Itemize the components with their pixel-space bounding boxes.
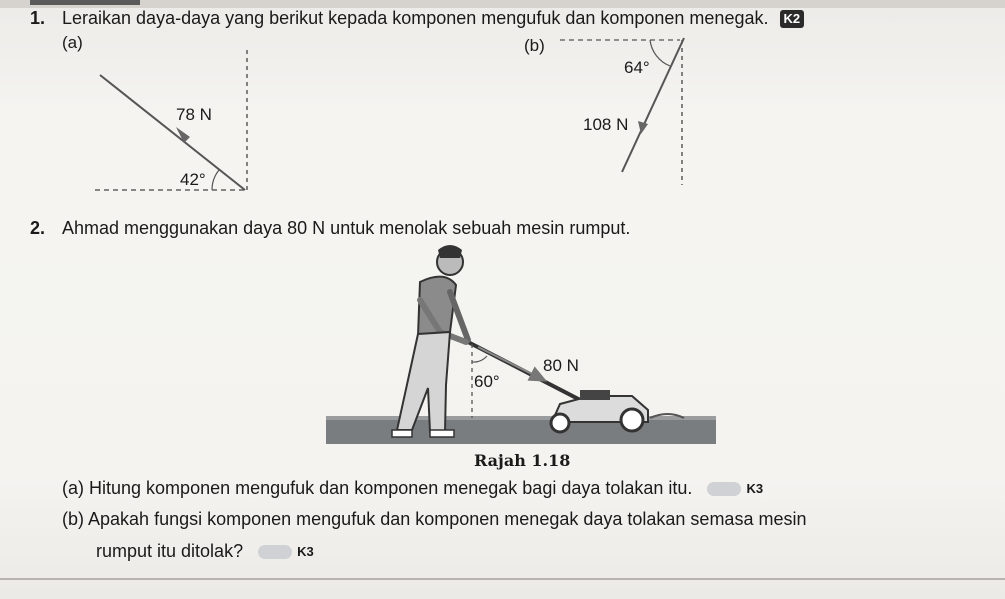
figure-caption: Rajah 1.18 — [474, 451, 571, 470]
q2a-label: (a) — [62, 478, 84, 498]
mower-wheel-rear — [551, 414, 569, 432]
q2a — [62, 477, 763, 500]
q2b-line2 — [96, 540, 314, 563]
q2-angle-label: 60° — [474, 372, 500, 391]
q1b-force-label: 108 N — [583, 115, 629, 134]
question-2-number: 2. — [30, 218, 46, 238]
k3-badge: K3 — [297, 544, 314, 560]
q2b-label: (b) — [62, 509, 84, 529]
question-2-text: Ahmad menggunakan daya 80 N untuk menolak sebuah mesin rumput. — [62, 218, 631, 238]
question-1-number: 1. — [30, 8, 46, 28]
q2b — [62, 508, 806, 530]
q1a-force-label: 78 N — [176, 105, 212, 124]
q2b-text-line1: Apakah fungsi komponen mengufuk dan komponen menegak daya tolakan semasa mesin — [88, 509, 807, 529]
mower-engine — [580, 390, 610, 400]
bottom-divider — [0, 578, 1005, 580]
q1a-label: (a) — [62, 33, 83, 52]
q2a-text: Hitung komponen mengufuk dan komponen menegak bagi daya tolakan itu. — [89, 478, 693, 498]
q1a-force-line — [100, 75, 245, 190]
q1a-arrowhead — [176, 127, 190, 143]
q2-force-label: 80 N — [543, 356, 579, 375]
q1b-label: (b) — [524, 36, 545, 55]
k2-badge: K2 — [780, 10, 805, 28]
question-2 — [30, 217, 630, 239]
brain-icon — [258, 545, 292, 559]
question-1-text: Leraikan daya-daya yang berikut kepada komponen mengufuk dan komponen menegak. — [62, 8, 769, 28]
man-shoe-right — [430, 430, 454, 437]
q1a-angle-arc — [212, 170, 219, 190]
k3-badge: K3 — [746, 481, 764, 497]
ground — [326, 418, 716, 444]
q1b-angle-arc — [650, 40, 670, 66]
brain-icon — [707, 482, 741, 496]
q2b-text-line2: rumput itu ditolak? — [96, 541, 244, 561]
q1b-angle-label: 64° — [624, 58, 650, 77]
man-shoe-left — [392, 430, 412, 437]
q1a-angle-label: 42° — [180, 170, 206, 189]
mower-wheel-front — [621, 409, 643, 431]
